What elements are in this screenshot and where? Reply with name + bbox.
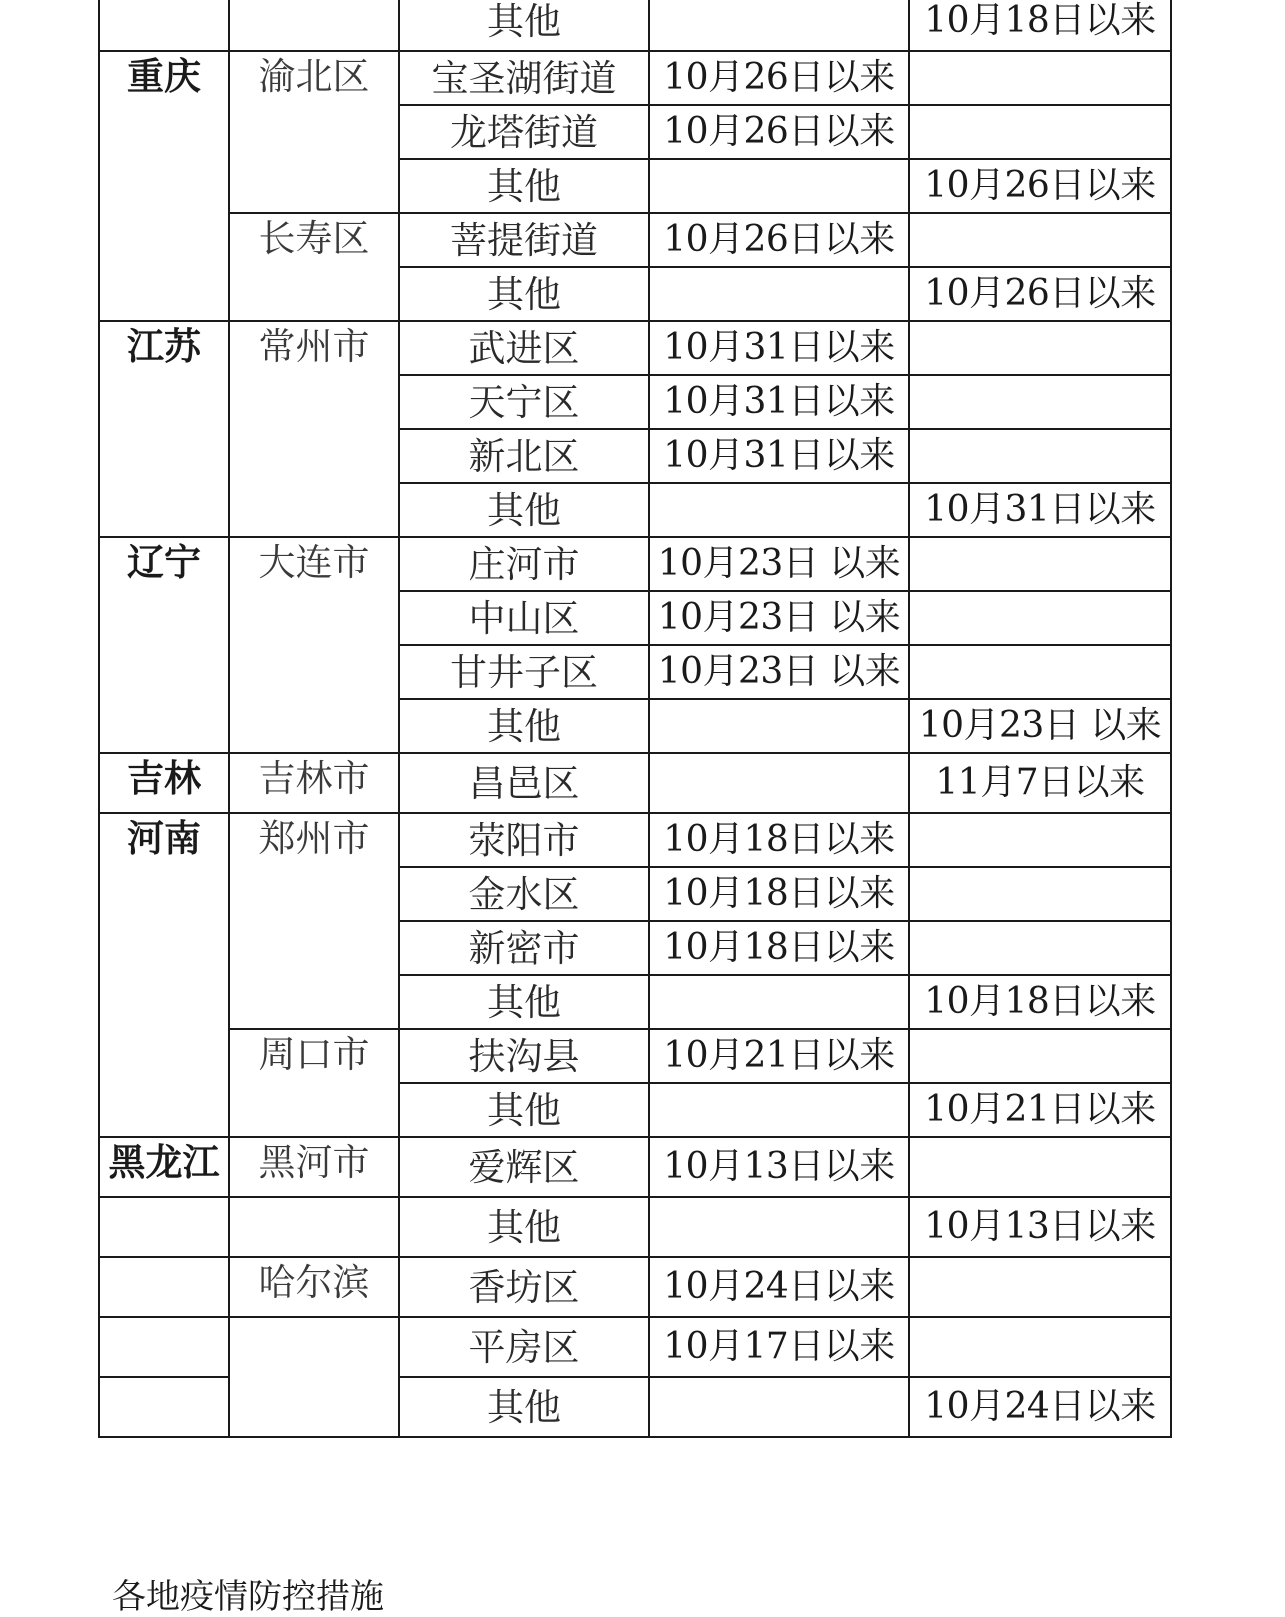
- province-cell: [99, 1377, 229, 1437]
- date-b-cell: [909, 921, 1171, 975]
- district-cell: 其他: [399, 483, 649, 537]
- date-b-cell: [909, 591, 1171, 645]
- province-cell: [99, 0, 229, 51]
- date-b-cell: 10月21日以来: [909, 1083, 1171, 1137]
- province-cell: 辽宁: [99, 537, 229, 753]
- district-cell: 新密市: [399, 921, 649, 975]
- date-b-cell: 10月13日以来: [909, 1197, 1171, 1257]
- table-row: [99, 1029, 1171, 1083]
- province-cell: 黑龙江: [99, 1137, 229, 1197]
- district-cell: 扶沟县: [399, 1029, 649, 1083]
- date-a-cell: 10月23日 以来: [649, 645, 909, 699]
- table-row: [99, 0, 1171, 51]
- date-b-cell: 10月18日以来: [909, 0, 1171, 51]
- date-a-cell: 10月23日 以来: [649, 591, 909, 645]
- province-cell: 重庆: [99, 51, 229, 321]
- date-a-cell: 10月21日以来: [649, 1029, 909, 1083]
- district-cell: 菩提街道: [399, 213, 649, 267]
- date-a-cell: 10月26日以来: [649, 51, 909, 105]
- district-cell: 武进区: [399, 321, 649, 375]
- date-b-cell: [909, 105, 1171, 159]
- city-cell: 郑州市: [229, 813, 399, 1029]
- date-b-cell: [909, 429, 1171, 483]
- district-cell: 其他: [399, 267, 649, 321]
- date-b-cell: [909, 1317, 1171, 1377]
- district-cell: 荥阳市: [399, 813, 649, 867]
- city-cell: 长寿区: [229, 213, 399, 321]
- date-a-cell: [649, 1083, 909, 1137]
- date-b-cell: [909, 1137, 1171, 1197]
- city-cell: [229, 0, 399, 51]
- date-a-cell: 10月26日以来: [649, 105, 909, 159]
- date-a-cell: [649, 1197, 909, 1257]
- date-a-cell: 10月31日以来: [649, 375, 909, 429]
- district-cell: 其他: [399, 1083, 649, 1137]
- district-cell: 龙塔街道: [399, 105, 649, 159]
- date-a-cell: 10月18日以来: [649, 921, 909, 975]
- district-cell: 宝圣湖街道: [399, 51, 649, 105]
- date-a-cell: 10月24日以来: [649, 1257, 909, 1317]
- date-a-cell: [649, 159, 909, 213]
- date-a-cell: 10月26日以来: [649, 213, 909, 267]
- district-cell: 其他: [399, 159, 649, 213]
- city-cell: 渝北区: [229, 51, 399, 213]
- date-b-cell: [909, 51, 1171, 105]
- table-row: [99, 1137, 1171, 1197]
- table-row: [99, 1317, 1171, 1377]
- date-b-cell: [909, 537, 1171, 591]
- district-cell: 金水区: [399, 867, 649, 921]
- date-a-cell: 10月13日以来: [649, 1137, 909, 1197]
- date-a-cell: [649, 1377, 909, 1437]
- province-cell: 江苏: [99, 321, 229, 537]
- date-a-cell: 10月31日以来: [649, 321, 909, 375]
- district-cell: 其他: [399, 975, 649, 1029]
- table-row: [99, 1257, 1171, 1317]
- city-cell: 周口市: [229, 1029, 399, 1137]
- cut-off-text-line: 各地疫情防控措施: [112, 1577, 384, 1617]
- city-cell: [229, 1317, 399, 1437]
- date-b-cell: [909, 813, 1171, 867]
- province-cell: [99, 1317, 229, 1377]
- date-a-cell: [649, 267, 909, 321]
- date-a-cell: 10月18日以来: [649, 813, 909, 867]
- date-a-cell: 10月23日 以来: [649, 537, 909, 591]
- province-cell: 河南: [99, 813, 229, 1137]
- date-b-cell: [909, 375, 1171, 429]
- date-a-cell: 10月18日以来: [649, 867, 909, 921]
- date-b-cell: [909, 1257, 1171, 1317]
- date-b-cell: 10月26日以来: [909, 159, 1171, 213]
- district-cell: 其他: [399, 1197, 649, 1257]
- province-cell: [99, 1257, 229, 1317]
- date-b-cell: 10月23日 以来: [909, 699, 1171, 753]
- city-cell: 大连市: [229, 537, 399, 753]
- city-cell: 吉林市: [229, 753, 399, 813]
- date-a-cell: [649, 699, 909, 753]
- district-cell: 其他: [399, 699, 649, 753]
- table-row: [99, 321, 1171, 375]
- region-date-table: [98, 0, 1172, 1438]
- province-cell: 吉林: [99, 753, 229, 813]
- table-row: [99, 1197, 1171, 1257]
- date-a-cell: 10月31日以来: [649, 429, 909, 483]
- district-cell: 中山区: [399, 591, 649, 645]
- city-cell: [229, 1197, 399, 1257]
- district-cell: 香坊区: [399, 1257, 649, 1317]
- date-a-cell: [649, 753, 909, 813]
- date-a-cell: 10月17日以来: [649, 1317, 909, 1377]
- city-cell: 哈尔滨: [229, 1257, 399, 1317]
- date-a-cell: [649, 483, 909, 537]
- city-cell: 黑河市: [229, 1137, 399, 1197]
- district-cell: 庄河市: [399, 537, 649, 591]
- date-b-cell: 10月24日以来: [909, 1377, 1171, 1437]
- district-cell: 平房区: [399, 1317, 649, 1377]
- district-cell: 甘井子区: [399, 645, 649, 699]
- date-b-cell: [909, 645, 1171, 699]
- district-cell: 昌邑区: [399, 753, 649, 813]
- date-b-cell: 10月31日以来: [909, 483, 1171, 537]
- city-cell: 常州市: [229, 321, 399, 537]
- district-cell: 新北区: [399, 429, 649, 483]
- table-row: [99, 537, 1171, 591]
- date-b-cell: 10月18日以来: [909, 975, 1171, 1029]
- district-cell: 天宁区: [399, 375, 649, 429]
- province-cell: [99, 1197, 229, 1257]
- date-a-cell: [649, 975, 909, 1029]
- table-row: [99, 51, 1171, 105]
- date-b-cell: 11月7日以来: [909, 753, 1171, 813]
- table-row: [99, 813, 1171, 867]
- date-b-cell: [909, 213, 1171, 267]
- date-b-cell: [909, 1029, 1171, 1083]
- date-b-cell: [909, 867, 1171, 921]
- district-cell: 爱辉区: [399, 1137, 649, 1197]
- district-cell: 其他: [399, 1377, 649, 1437]
- district-cell: 其他: [399, 0, 649, 51]
- table-row: [99, 213, 1171, 267]
- date-b-cell: [909, 321, 1171, 375]
- date-a-cell: [649, 0, 909, 51]
- table-row: [99, 753, 1171, 813]
- date-b-cell: 10月26日以来: [909, 267, 1171, 321]
